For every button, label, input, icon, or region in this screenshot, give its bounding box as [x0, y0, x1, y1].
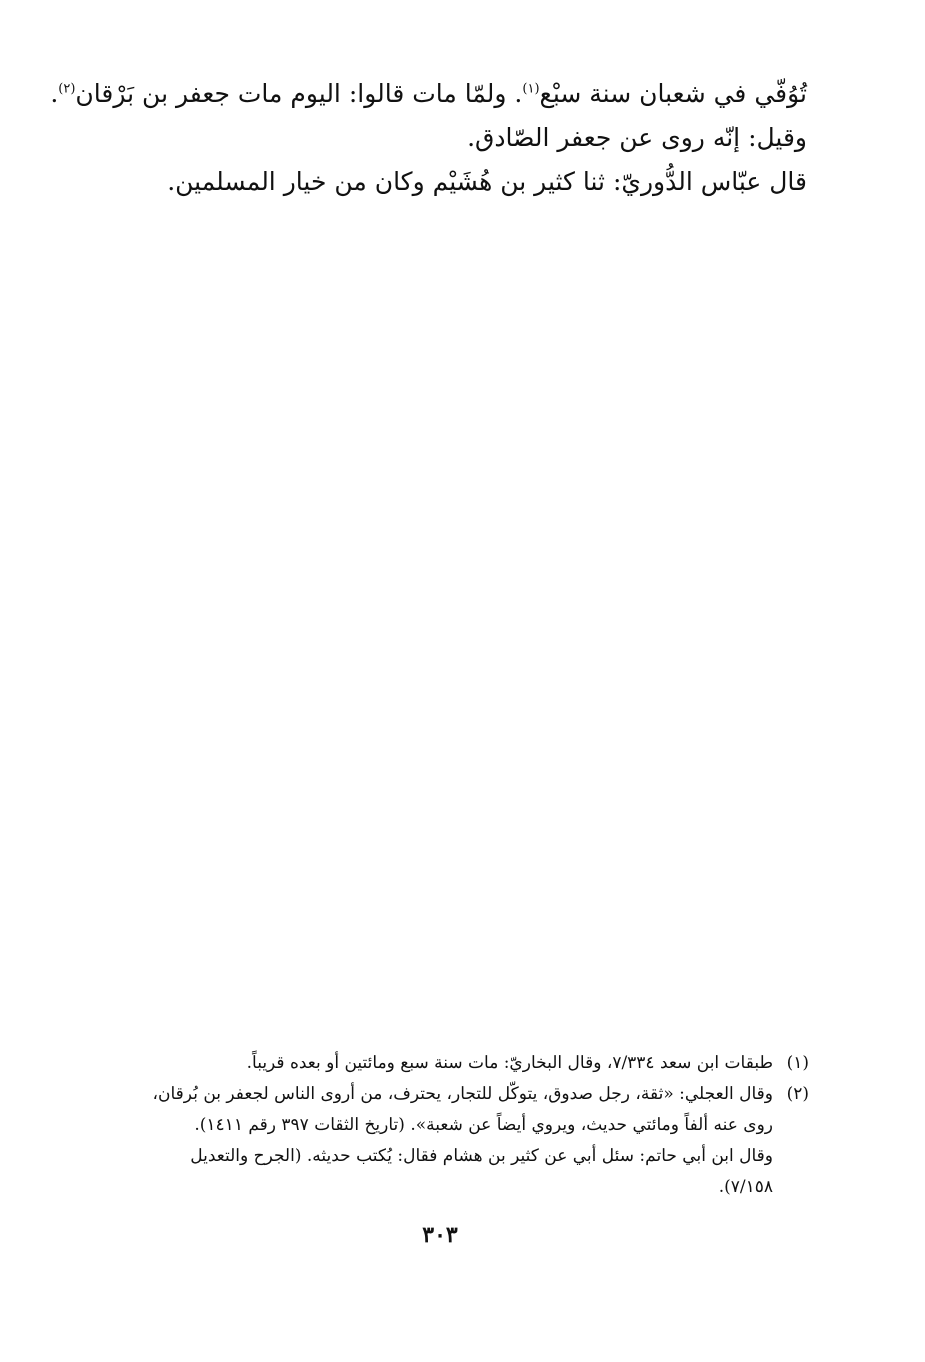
- footnote-number: (٢): [786, 1084, 809, 1104]
- footnote-line: وقال ابن أبي حاتم: سئل أبي عن كثير بن هشام فقال: يُكتب حديثه. (الجرح والتعديل: [190, 1146, 773, 1166]
- footnote-line: روى عنه ألفاً ومائتي حديث، ويروي أيضاً عن شعبة». (تاريخ الثقات ٣٩٧ رقم ١٤١١).: [194, 1115, 773, 1135]
- footnote-1: [109, 1048, 809, 1079]
- footnote-number: (١): [786, 1053, 809, 1073]
- main-text: [50, 72, 807, 204]
- footnote-ref-1: (١): [522, 81, 540, 97]
- main-line-1: [50, 72, 807, 116]
- footnote-body: [109, 1079, 773, 1203]
- main-line-3: قال عبّاس الدُّوريّ: ثنا كثير بن هُشَيْم وكان من خيار المسلمين.: [167, 167, 807, 196]
- footnotes: [109, 1048, 809, 1203]
- main-line-2: وقيل: إنّه روى عن جعفر الصّادق.: [467, 123, 807, 152]
- footnote-line: ٧/١٥٨).: [718, 1177, 773, 1197]
- footnote-line: طبقات ابن سعد ٧/٣٣٤، وقال البخاريّ: مات سنة سبع ومائتين أو بعده قريباً.: [246, 1053, 773, 1073]
- footnote-line: وقال العجلي: «ثقة، رجل صدوق، يتوكّل للتجار، يحترف، من أروى الناس لجعفر بن بُرقان،: [152, 1084, 773, 1104]
- page-number: ٣٠٣: [422, 1222, 458, 1248]
- main-line-1-end: .: [50, 79, 59, 108]
- main-line-1-tail: . ولمّا مات قالوا: اليوم مات جعفر بن بَرْقان: [75, 79, 523, 108]
- main-line-1-text: تُوُفّي في شعبان سنة سبْع: [539, 79, 807, 108]
- footnote-body: [109, 1048, 773, 1079]
- footnote-2: [109, 1079, 809, 1203]
- footnote-ref-2: (٢): [58, 81, 76, 97]
